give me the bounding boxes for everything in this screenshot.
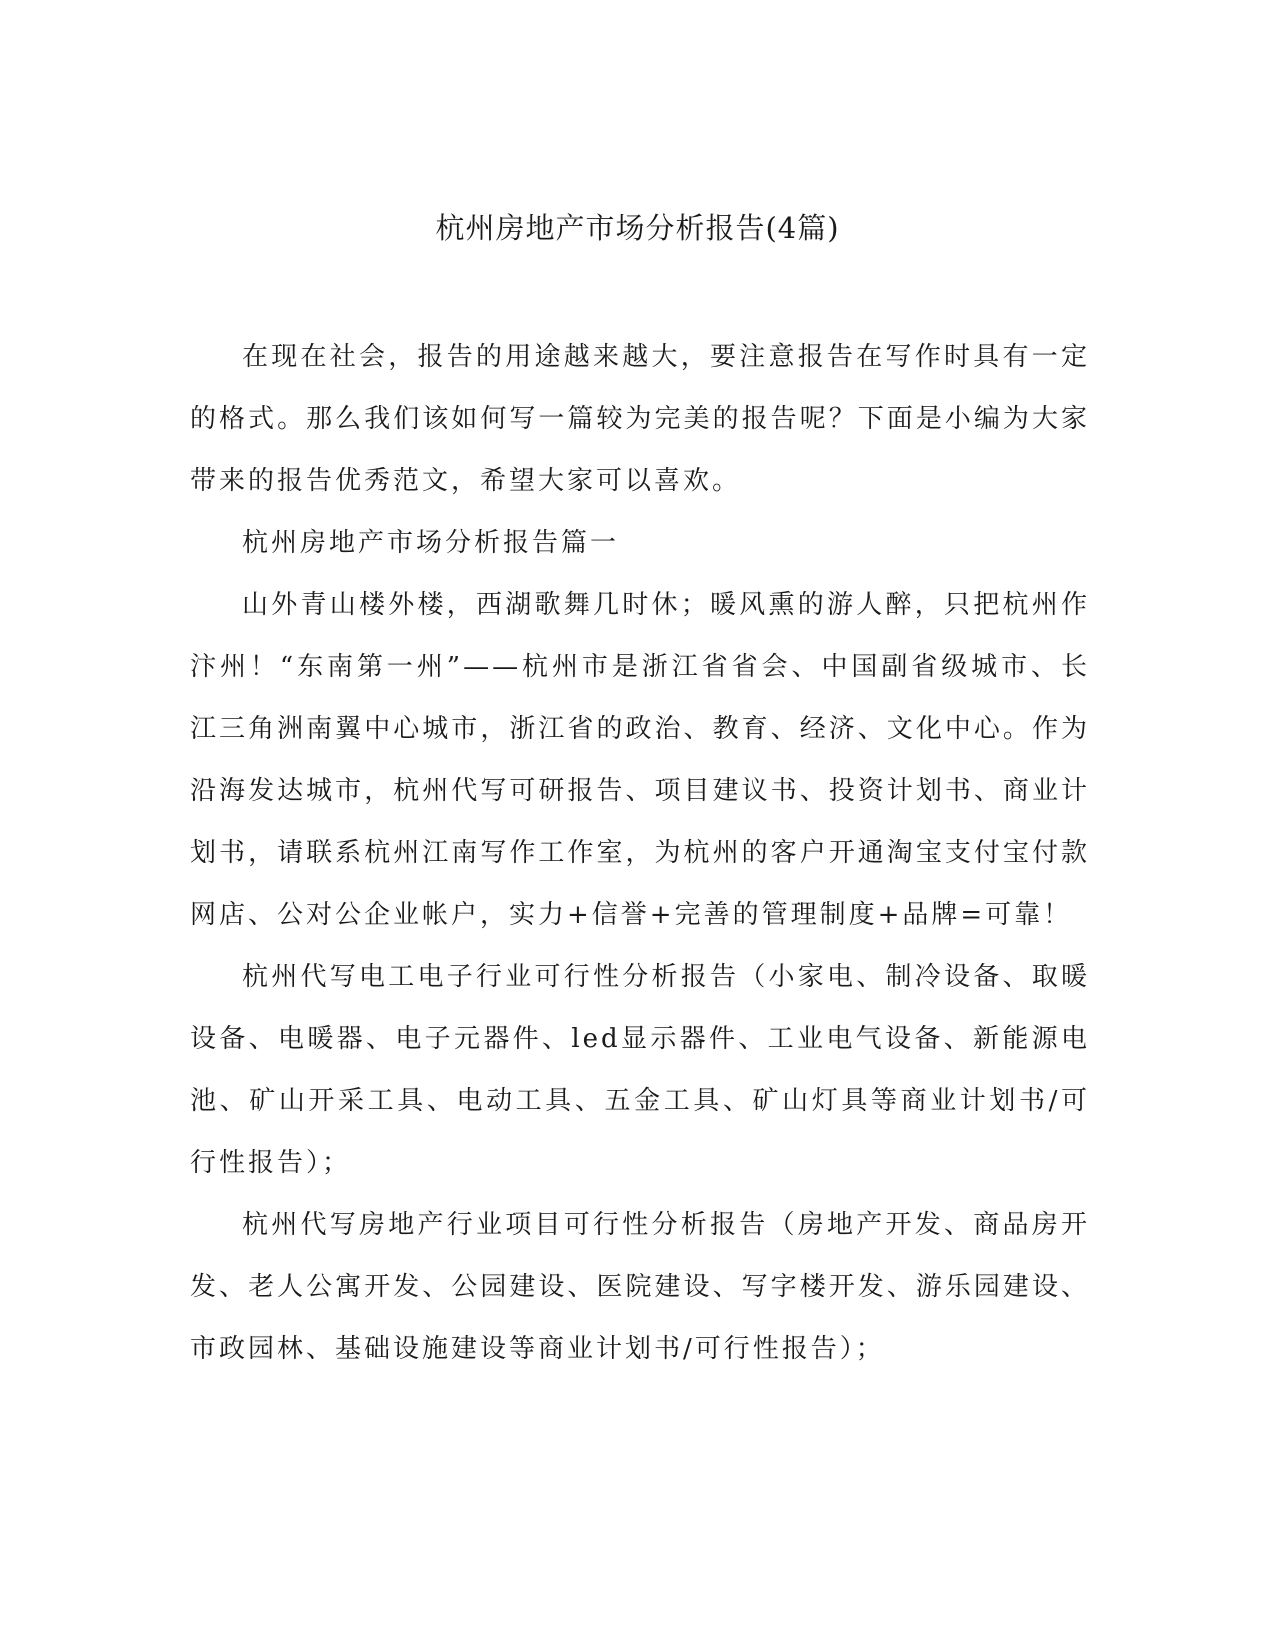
section-heading: 杭州房地产市场分析报告篇一 <box>242 528 620 558</box>
body-paragraph: 山外青山楼外楼，西湖歌舞几时休；暖风熏的游人醉，只把杭州作汴州！“东南第一州”——杭州市是浙江省省会、中国副省级城市、长江三角洲南翼中心城市，浙江省的政治、教育、经济、文化中心。作为沿海发达城市，杭州代写可研报告、项目建议书、投资计划书、商业计划书，请联系杭州江南写作工作室，为杭州的客户开通淘宝支付宝付款网店、公对公企业帐户，实力+信誉+完善的管理制度+品牌=可靠！ <box>190 590 1090 930</box>
body-paragraph: 杭州代写房地产行业项目可行性分析报告（房地产开发、商品房开发、老人公寓开发、公园建设、医院建设、写字楼开发、游乐园建设、市政园林、基础设施建设等商业计划书/可行性报告）； <box>190 1210 1090 1364</box>
document-body <box>190 326 1090 1380</box>
intro-paragraph: 在现在社会，报告的用途越来越大，要注意报告在写作时具有一定的格式。那么我们该如何写一篇较为完美的报告呢？下面是小编为大家带来的报告优秀范文，希望大家可以喜欢。 <box>190 342 1090 496</box>
document-title: 杭州房地产市场分析报告(4篇) <box>435 211 840 245</box>
body-paragraph: 杭州代写电工电子行业可行性分析报告（小家电、制冷设备、取暖设备、电暖器、电子元器件、led显示器件、工业电气设备、新能源电池、矿山开采工具、电动工具、五金工具、矿山灯具等商业计划书/可行性报告）； <box>190 962 1090 1178</box>
